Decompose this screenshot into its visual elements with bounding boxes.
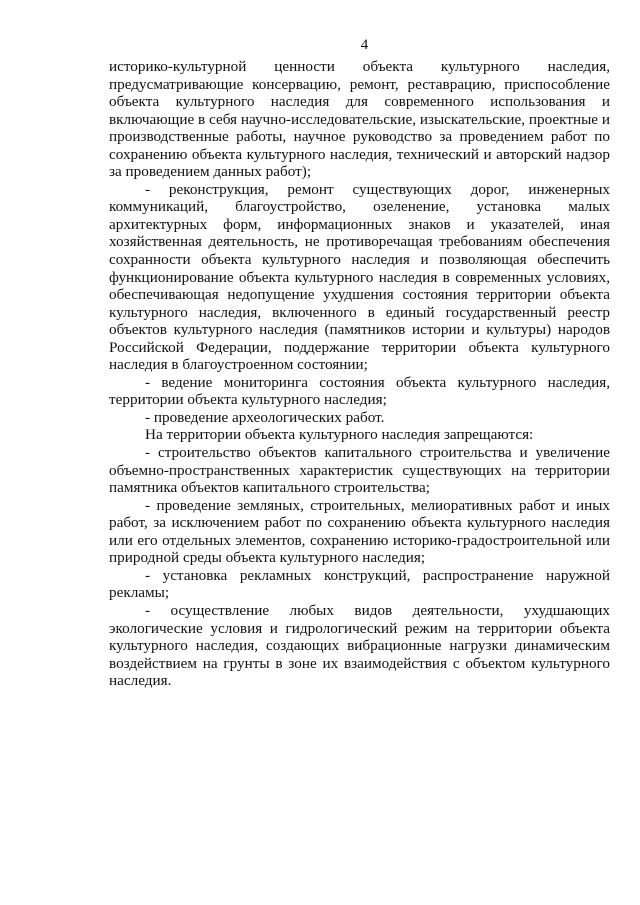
paragraph-9: - осуществление любых видов деятельности, ухудшающих экологические условия и гидрологический режим на территории объекта культурного наследия, создающих вибрационные нагрузки динамическим воздействием на грунты в зоне их взаимодействия с объектом культурного наследия.	[109, 601, 610, 690]
paragraph-1: историко-культурной ценности объекта культурного наследия, предусматривающие консервацию, ремонт, реставрацию, приспособление объекта культурного наследия для современного использования и включающие в себя научно-исследовательские, изыскательские, проектные и производственные работы, научное руководство за проведением работ по сохранению объекта культурного наследия, технический и авторский надзор за проведением данных работ);	[109, 58, 610, 181]
page-number: 4	[360, 37, 369, 53]
paragraph-2: - реконструкция, ремонт существующих дорог, инженерных коммуникаций, благоустройство, озеленение, установка малых архитектурных форм, информационных знаков и указателей, иная хозяйственная деятельность, не противоречащая требованиям обеспечения сохранности объекта культурного наследия и позволяющая обеспечить функционирование объекта культурного наследия в современных условиях, обеспечивающая недопущение ухудшения состояния территории объекта культурного наследия, включенного в единый государственный реестр объектов культурного наследия (памятников истории и культуры) народов Российской Федерации, поддержание территории объекта культурного наследия в благоустроенном состоянии;	[109, 180, 610, 374]
paragraph-4: - проведение археологических работ.	[145, 408, 385, 426]
paragraph-3: - ведение мониторинга состояния объекта культурного наследия, территории объекта культурного наследия;	[109, 373, 610, 409]
paragraph-7: - проведение земляных, строительных, мелиоративных работ и иных работ, за исключением работ по сохранению объекта культурного наследия или его отдельных элементов, сохранению историко-градостроительной или природной среды объекта культурного наследия;	[109, 496, 610, 567]
paragraph-8: - установка рекламных конструкций, распространение наружной рекламы;	[109, 566, 610, 602]
paragraph-5: На территории объекта культурного наследия запрещаются:	[145, 426, 534, 444]
paragraph-6: - строительство объектов капитального строительства и увеличение объемно-пространственных характеристик существующих на территории памятника объектов капитального строительства;	[109, 444, 610, 497]
document-body	[109, 58, 610, 690]
